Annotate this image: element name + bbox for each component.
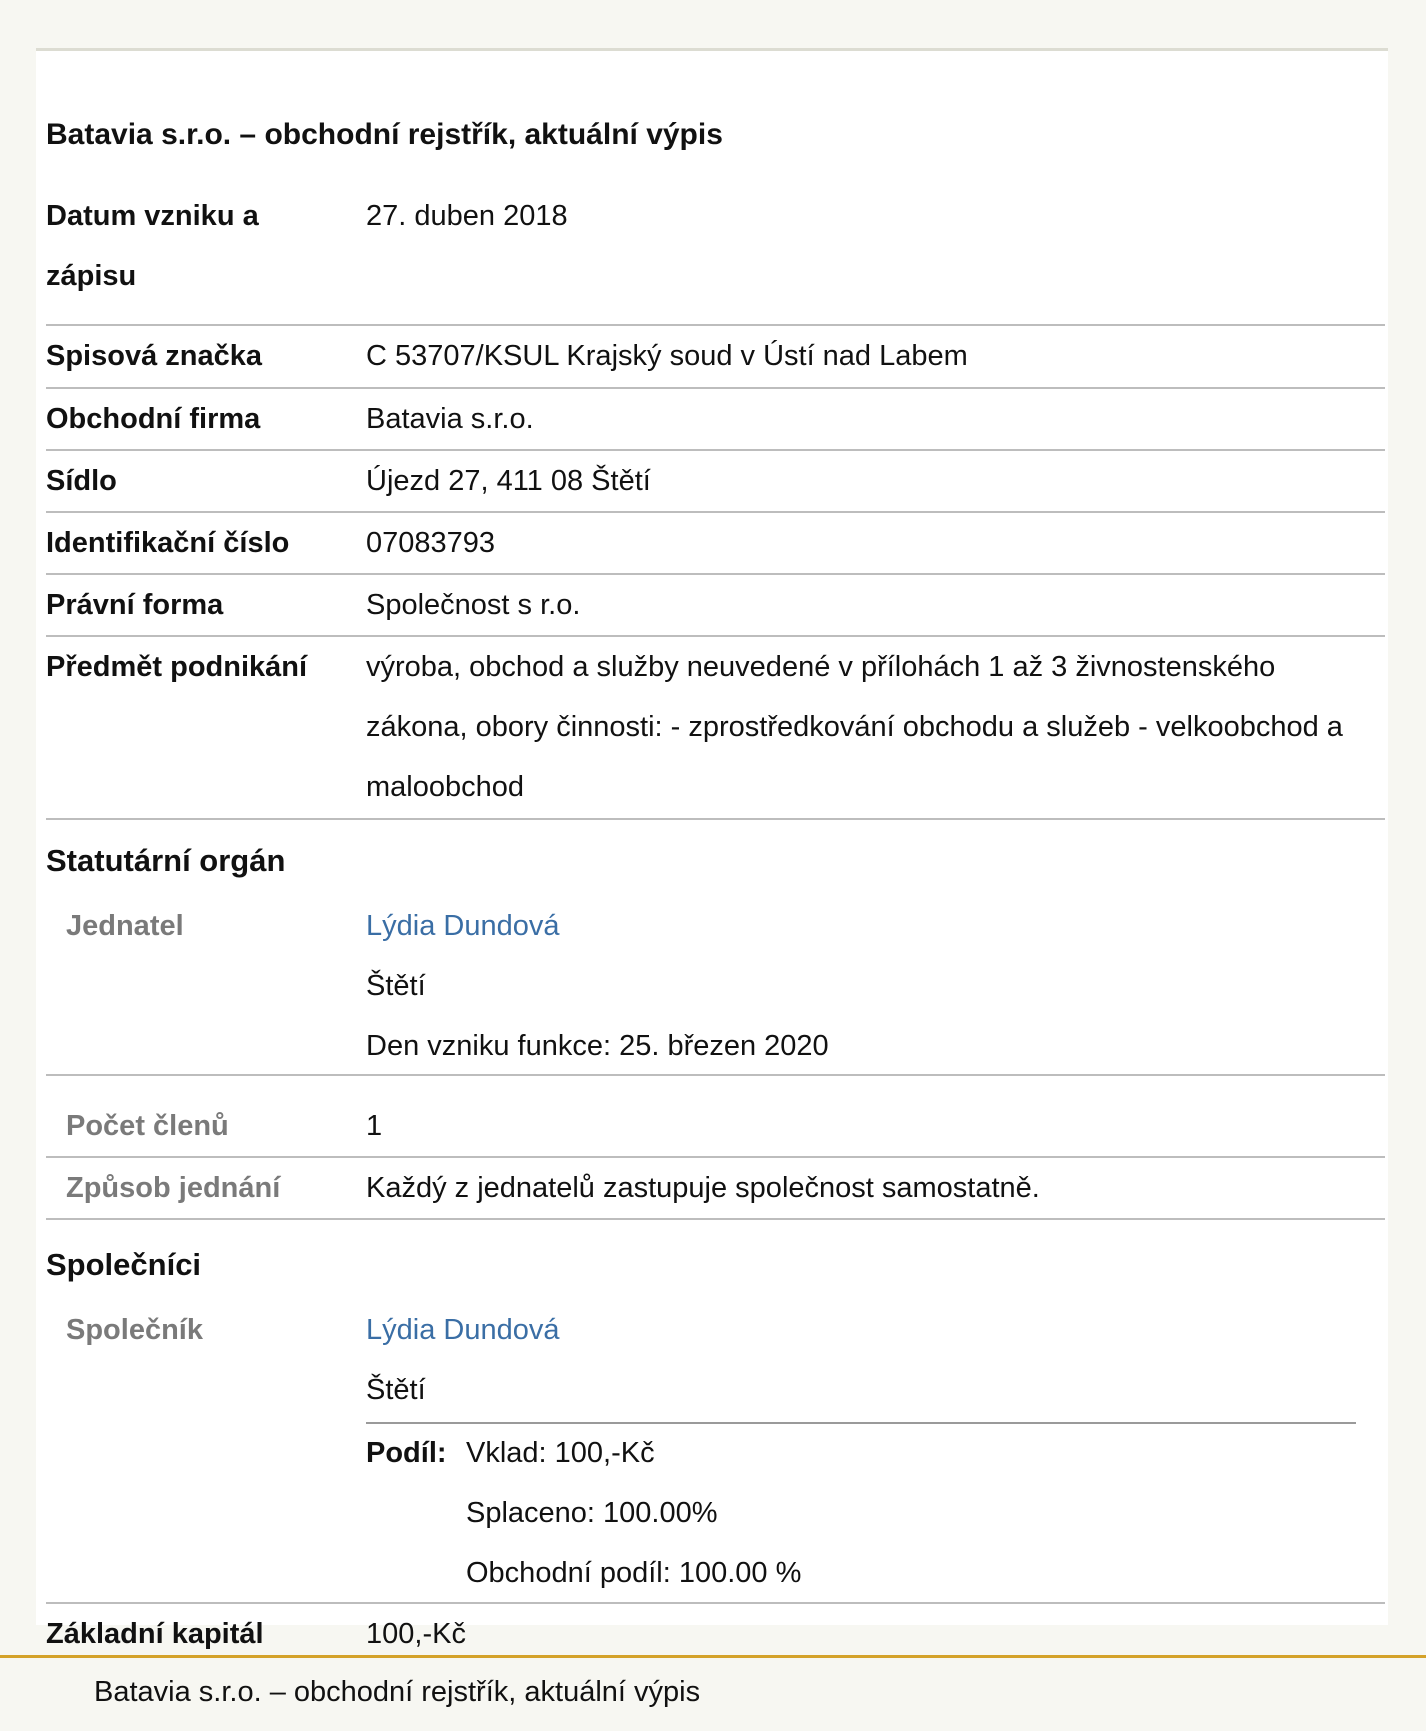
row-spisova-znacka-value: C 53707/KSUL Krajský soud v Ústí nad Labem — [366, 340, 968, 372]
row-spolecnik-value — [366, 1300, 1376, 1420]
row-spisova-znacka — [46, 326, 1385, 389]
row-sidlo-label: Sídlo — [46, 465, 117, 497]
row-zakladni-kapital-label: Základní kapitál — [46, 1618, 264, 1650]
row-predmet-podnikani-label: Předmět podnikání — [46, 651, 308, 683]
row-jednatel-label: Jednatel — [66, 910, 184, 942]
row-zpusob-jednani-value: Každý z jednatelů zastupuje společnost samostatně. — [366, 1172, 1040, 1204]
row-pocet-clenu — [46, 1096, 1385, 1158]
row-pocet-clenu-value: 1 — [366, 1110, 383, 1142]
jednatel-city: Štětí — [366, 970, 426, 1002]
jednatel-since: Den vzniku funkce: 25. březen 2020 — [366, 1030, 829, 1062]
row-sidlo — [46, 451, 1385, 513]
row-jednatel-value — [366, 896, 1376, 1076]
row-obchodni-firma-value: Batavia s.r.o. — [366, 403, 534, 435]
row-spolecnik-label: Společník — [66, 1314, 203, 1346]
row-pocet-clenu-label: Počet členů — [66, 1110, 229, 1142]
row-zpusob-jednani — [46, 1158, 1385, 1220]
row-obchodni-firma-label: Obchodní firma — [46, 403, 261, 435]
row-predmet-podnikani — [46, 637, 1385, 820]
row-datum-vzniku-value: 27. duben 2018 — [366, 200, 568, 232]
row-identifikacni-cislo-label: Identifikační číslo — [46, 527, 290, 559]
row-obchodni-firma — [46, 389, 1385, 451]
row-zpusob-jednani-label: Způsob jednání — [66, 1172, 281, 1204]
podil-splaceno: Splaceno: 100.00% — [466, 1497, 718, 1529]
podil-obchodni: Obchodní podíl: 100.00 % — [466, 1557, 802, 1589]
row-pravni-forma-value: Společnost s r.o. — [366, 589, 581, 621]
section-statutarni-organ: Statutární orgán — [46, 843, 286, 878]
row-jednatel — [46, 896, 1385, 1076]
row-predmet-podnikani-value: výroba, obchod a služby neuvedené v přílohách 1 až 3 živnostenského zákona, obory činnosti: - zprostředkování obchodu a služeb - velkoobchod a maloobchod — [366, 651, 1343, 803]
podil-values — [466, 1423, 801, 1603]
row-pravni-forma-label: Právní forma — [46, 589, 224, 621]
row-identifikacni-cislo — [46, 513, 1385, 575]
row-sidlo-value: Újezd 27, 411 08 Štětí — [366, 465, 651, 497]
footer-title: Batavia s.r.o. – obchodní rejstřík, aktuální výpis — [94, 1676, 701, 1708]
row-spolecnik — [46, 1300, 1385, 1604]
spolecnik-name-link[interactable]: Lýdia Dundová — [366, 1314, 560, 1346]
page-footer — [0, 1655, 1426, 1731]
row-datum-vzniku — [46, 186, 1385, 326]
page-title: Batavia s.r.o. – obchodní rejstřík, aktuální výpis — [46, 118, 723, 151]
row-zakladni-kapital-value: 100,-Kč — [366, 1618, 466, 1650]
row-datum-vzniku-label: Datum vzniku a zápisu — [46, 200, 259, 292]
podil-vklad: Vklad: 100,-Kč — [466, 1437, 655, 1469]
row-spisova-znacka-label: Spisová značka — [46, 340, 262, 372]
jednatel-name-link[interactable]: Lýdia Dundová — [366, 910, 560, 942]
company-record-card — [36, 48, 1388, 1650]
row-pravni-forma — [46, 575, 1385, 637]
spolecnik-city: Štětí — [366, 1374, 426, 1406]
section-spolecnici: Společníci — [46, 1247, 202, 1282]
podil-label: Podíl: — [366, 1437, 447, 1469]
row-identifikacni-cislo-value: 07083793 — [366, 527, 496, 559]
